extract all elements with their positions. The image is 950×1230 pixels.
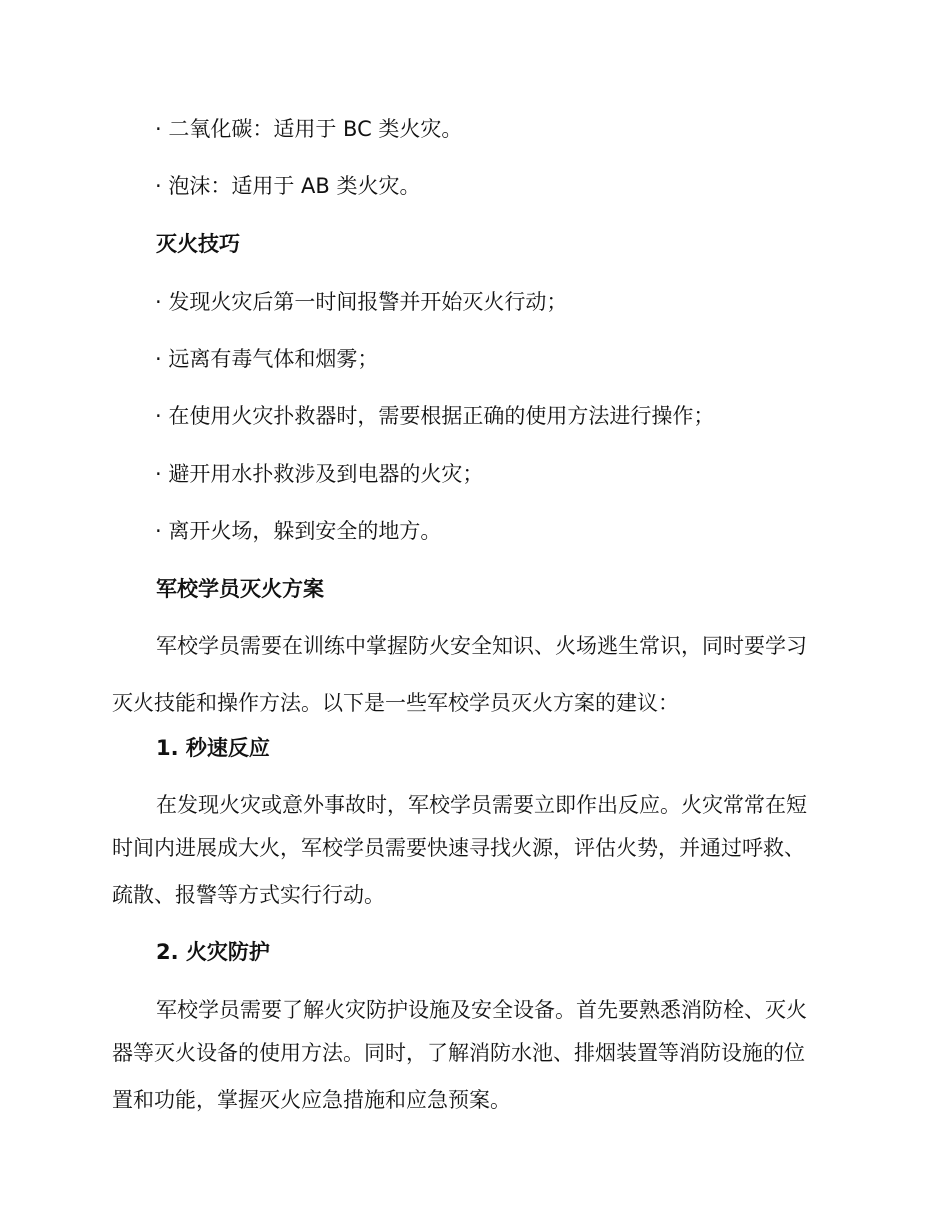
plan-intro-line-1: 军校学员需要在训练中掌握防火安全知识、火场逃生常识，同时要学习	[156, 634, 807, 658]
technique-item-3: · 在使用火灾扑救器时，需要根据正确的使用方法进行操作；	[155, 404, 715, 428]
heading-section-2: 2. 火灾防护	[156, 940, 270, 964]
section1-line-3: 疏散、报警等方式实行行动。	[112, 883, 385, 907]
section2-line-1: 军校学员需要了解火灾防护设施及安全设备。首先要熟悉消防栓、灭火	[156, 998, 807, 1022]
bullet-co2: · 二氧化碳：适用于 BC 类火灾。	[155, 117, 463, 141]
section2-line-3: 置和功能，掌握灭火应急措施和应急预案。	[112, 1088, 511, 1112]
heading-techniques: 灭火技巧	[156, 232, 240, 256]
technique-item-1: · 发现火灾后第一时间报警并开始灭火行动；	[155, 290, 568, 314]
bullet-foam: · 泡沫：适用于 AB 类火灾。	[155, 174, 421, 198]
heading-plan: 军校学员灭火方案	[156, 577, 324, 601]
section1-line-1: 在发现火灾或意外事故时，军校学员需要立即作出反应。火灾常常在短	[156, 793, 807, 817]
heading-section-1: 1. 秒速反应	[156, 736, 270, 760]
plan-intro-line-2: 灭火技能和操作方法。以下是一些军校学员灭火方案的建议：	[112, 691, 679, 715]
technique-item-2: · 远离有毒气体和烟雾；	[155, 347, 379, 371]
section1-line-2: 时间内进展成大火，军校学员需要快速寻找火源，评估火势，并通过呼救、	[112, 836, 805, 860]
technique-item-4: · 避开用水扑救涉及到电器的火灾；	[155, 462, 484, 486]
section2-line-2: 器等灭火设备的使用方法。同时，了解消防水池、排烟装置等消防设施的位	[112, 1041, 805, 1065]
technique-item-5: · 离开火场，躲到安全的地方。	[155, 519, 442, 543]
